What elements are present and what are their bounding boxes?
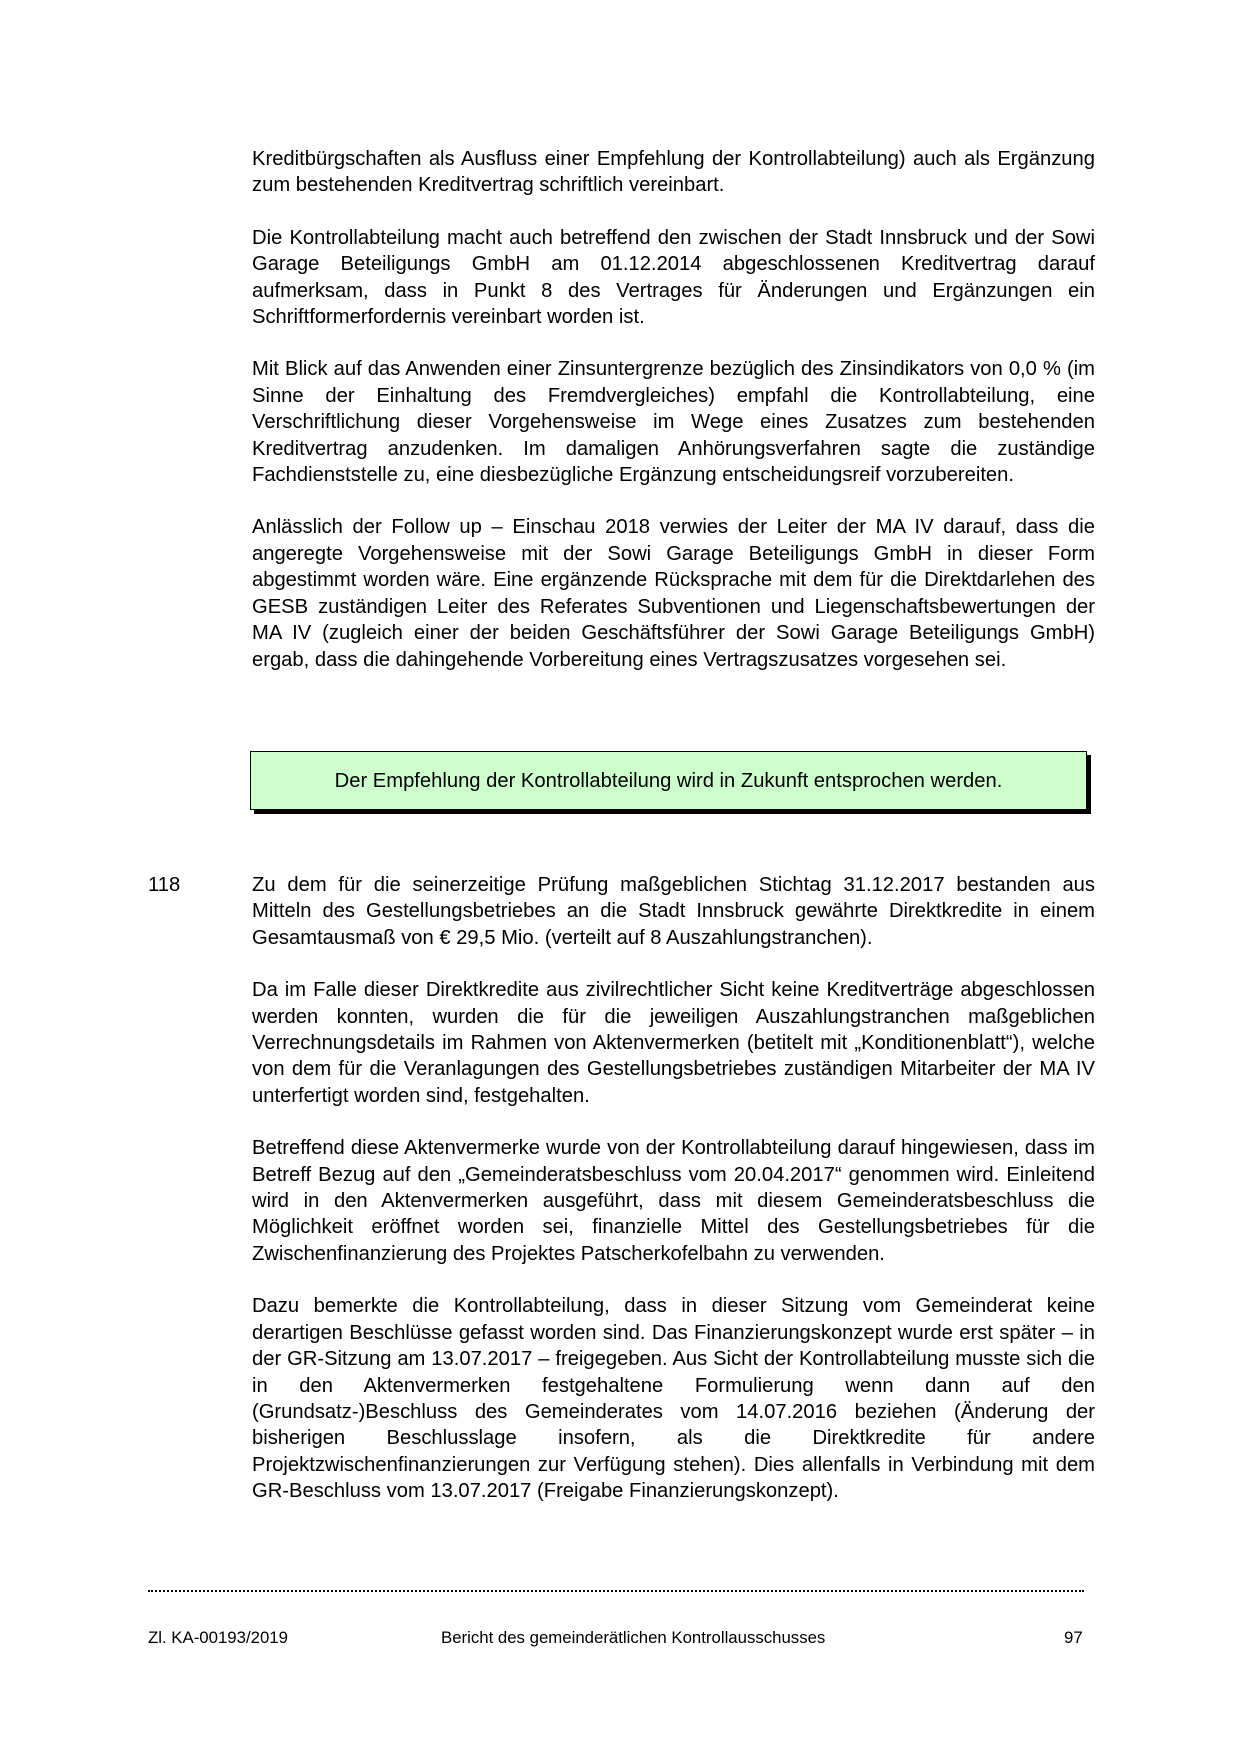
body-paragraph: Zu dem für die seinerzeitige Prüfung maßgeblichen Stichtag 31.12.2017 bestanden aus Mitteln des Gestellungsbetriebes an die Stadt Innsbruck gewährte Direktkredite in einem Gesamtausmaß von € 29,5 Mio. (verteilt auf 8 Auszahlungstranchen). bbox=[252, 874, 1095, 949]
body-paragraph: Mit Blick auf das Anwenden einer Zinsuntergrenze bezüglich des Zinsindikators von 0,0 % (im Sinne der Einhaltung des Fremdvergleiches) empfahl die Kontrollabteilung, eine Verschriftlichung dieser Vorgehensweise im Wege eines Zusatzes zum bestehenden Kreditvertrag anzudenken. Im damaligen Anhörungsverfahren sagte die zuständige Fachdienststelle zu, eine diesbezügliche Ergänzung entscheidungsreif vorzubereiten. bbox=[252, 358, 1095, 487]
footer-divider bbox=[148, 1590, 1084, 1592]
body-paragraph: Anlässlich der Follow up – Einschau 2018 verwies der Leiter der MA IV darauf, dass die angeregte Vorgehensweise mit der Sowi Garage Beteiligungs GmbH in dieser Form abgestimmt worden wäre. Eine ergänzende Rücksprache mit dem für die Direktdarlehen des GESB zuständigen Leiter des Referates Subventionen und Liegenschaftsbewertungen der MA IV (zugleich einer der beiden Geschäftsführer der Sowi Garage Beteiligungs GmbH) ergab, dass die dahingehende Vorbereitung eines Vertragszusatzes vorgesehen sei. bbox=[252, 516, 1095, 671]
recommendation-box: Der Empfehlung der Kontrollabteilung wird in Zukunft entsprochen werden. bbox=[250, 751, 1087, 810]
footer-title: Bericht des gemeinderätlichen Kontrollausschusses bbox=[441, 1628, 826, 1647]
footer-reference: Zl. KA-00193/2019 bbox=[148, 1628, 288, 1647]
body-paragraph: Dazu bemerkte die Kontrollabteilung, dass in dieser Sitzung vom Gemeinderat keine derartigen Beschlüsse gefasst worden sind. Das Finanzierungskonzept wurde erst später – in der GR-Sitzung am 13.07.2017 – freigegeben. Aus Sicht der Kontrollabteilung musste sich die in den Aktenvermerken festgehaltene Formulierung wenn dann auf den (Grundsatz-)Beschluss des Gemeinderates vom 14.07.2016 beziehen (Änderung der bisherigen Beschlusslage insofern, als die Direktkredite für andere Projektzwischenfinanzierungen zur Verfügung stehen). Dies allenfalls in Verbindung mit dem GR-Beschluss vom 13.07.2017 (Freigabe Finanzierungskonzept). bbox=[252, 1295, 1095, 1503]
body-paragraph: Betreffend diese Aktenvermerke wurde von der Kontrollabteilung darauf hingewiesen, dass im Betreff Bezug auf den „Gemeinderatsbeschluss vom 20.04.2017“ genommen wird. Einleitend wird in den Aktenvermerken ausgeführt, dass mit diesem Gemeinderatsbeschluss die Möglichkeit eröffnet worden sei, finanzielle Mittel des Gestellungsbetriebes für die Zwischenfinanzierung des Projektes Patscherkofelbahn zu verwenden. bbox=[252, 1137, 1095, 1265]
section-118 bbox=[252, 872, 1095, 1505]
body-paragraph: Da im Falle dieser Direktkredite aus zivilrechtlicher Sicht keine Kreditverträge abgeschlossen werden konnten, wurden die für die jeweiligen Auszahlungstranchen maßgeblichen Verrechnungsdetails im Rahmen von Aktenvermerken (betitelt mit „Konditionenblatt“), welche von dem für die Veranlagungen des Gestellungsbetriebes zuständigen Mitarbeiter der MA IV unterfertigt worden sind, festgehalten. bbox=[252, 979, 1095, 1107]
paragraph-number: 118 bbox=[148, 874, 181, 896]
body-paragraph: Die Kontrollabteilung macht auch betreffend den zwischen der Stadt Innsbruck und der Sowi Garage Beteiligungs GmbH am 01.12.2014 abgeschlossenen Kreditvertrag darauf aufmerksam, dass in Punkt 8 des Vertrages für Änderungen und Ergänzungen ein Schriftformerfordernis vereinbart worden ist. bbox=[252, 226, 1095, 329]
body-paragraph: Kreditbürgschaften als Ausfluss einer Empfehlung der Kontrollabteilung) auch als Ergänzung zum bestehenden Kreditvertrag schriftlich vereinbart. bbox=[252, 148, 1095, 197]
top-section bbox=[252, 146, 1095, 673]
page-number: 97 bbox=[1064, 1628, 1083, 1647]
